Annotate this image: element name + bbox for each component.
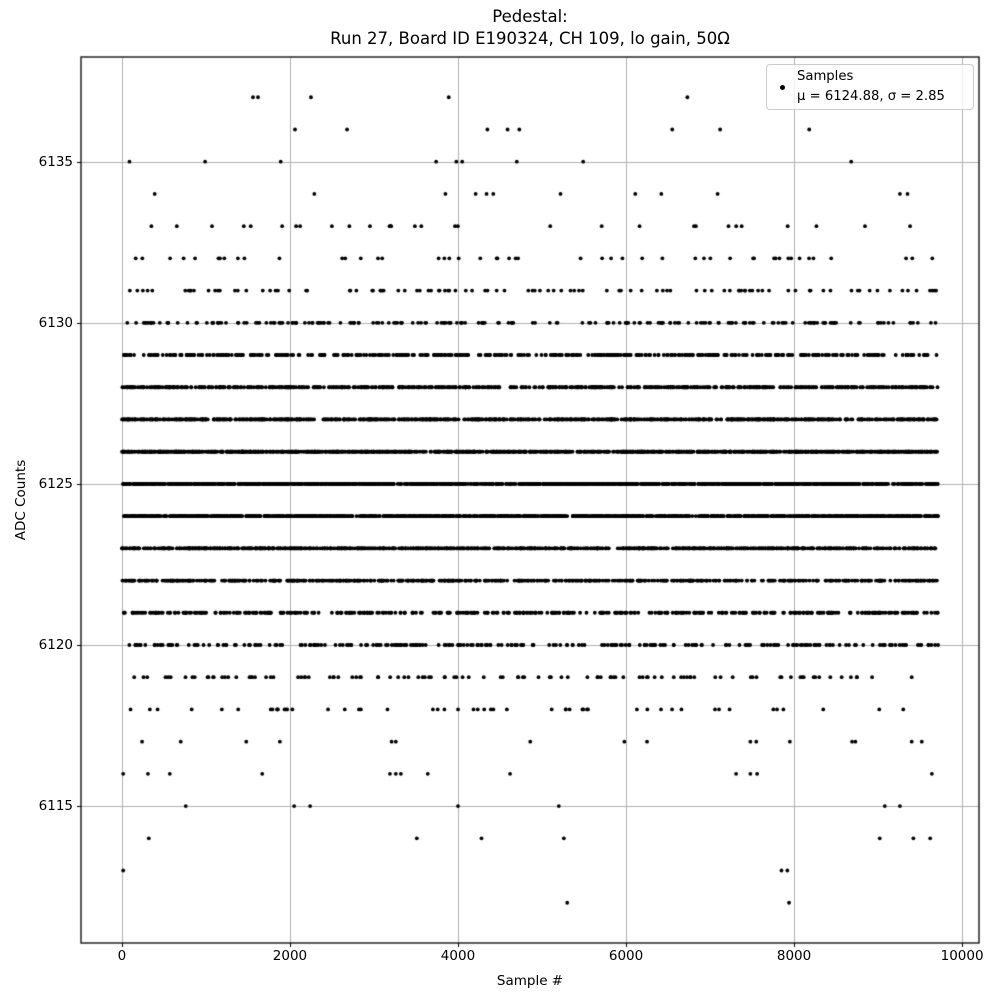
x-tick-label: 10000 (940, 948, 984, 964)
plot-title (81, 6, 979, 49)
y-axis-label: ADC Counts (13, 459, 29, 541)
plot-title-line1: Pedestal: (492, 7, 568, 26)
x-tick-label: 2000 (272, 948, 308, 964)
x-tick-label: 0 (117, 948, 127, 964)
plot-title-line2: Run 27, Board ID E190324, CH 109, lo gain, 50Ω (330, 28, 730, 48)
x-tick-label: 6000 (608, 948, 644, 964)
y-tick-label: 6130 (38, 314, 73, 331)
x-tick-label: 4000 (440, 948, 476, 964)
x-axis-label: Sample # (496, 973, 564, 989)
x-tick-label: 8000 (776, 948, 812, 964)
legend-stats: μ = 6124.88, σ = 2.85 (797, 89, 945, 104)
legend-marker-column (767, 85, 797, 90)
y-tick-label: 6115 (38, 798, 73, 815)
legend-text (797, 67, 945, 108)
y-tick-label: 6135 (38, 153, 73, 170)
legend (766, 64, 974, 110)
sample-marker-icon (780, 85, 785, 90)
y-tick-label: 6125 (38, 475, 73, 492)
legend-label-samples: Samples (797, 68, 854, 84)
y-tick-label: 6120 (38, 636, 73, 653)
